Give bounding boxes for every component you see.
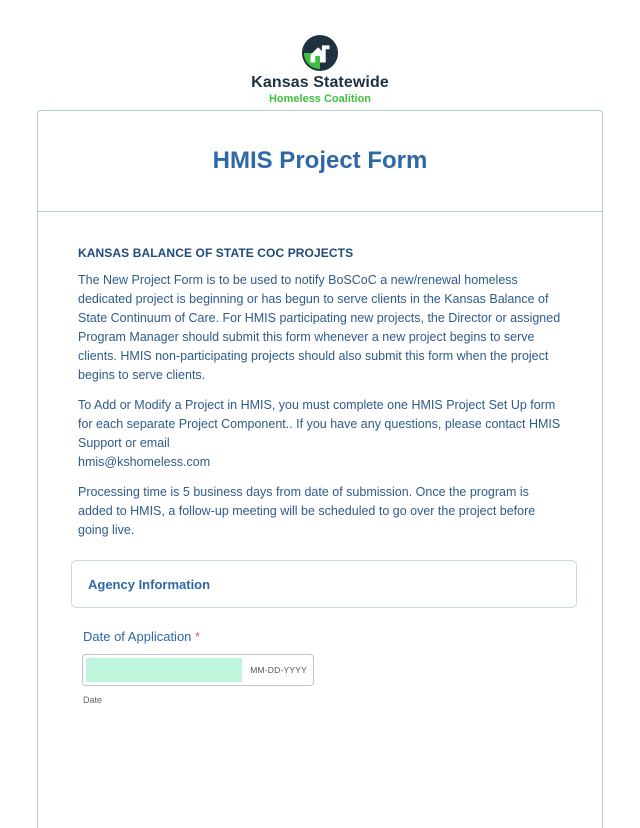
section-heading: KANSAS BALANCE OF STATE COC PROJECTS [78,246,354,260]
required-asterisk: * [195,629,201,644]
date-format-placeholder: MM-DD-YYYY [250,665,307,675]
date-of-application-input[interactable] [82,654,314,686]
contact-text: To Add or Modify a Project in HMIS, you must complete one HMIS Project Set Up form for each separate Project Component.. If you have any questions, please contact HMIS Support or email [78,398,561,450]
date-input-field[interactable] [86,658,242,682]
date-label-text: Date of Application [83,629,192,644]
logo-subtitle: Homeless Coalition [268,93,372,105]
description-paragraph-2 [78,396,562,472]
form-title: HMIS Project Form [212,147,428,174]
date-sublabel: Date [83,695,103,705]
logo [0,34,640,106]
description-paragraph-3: Processing time is 5 business days from date of submission. Once the program is added to HMIS, a follow-up meeting will be scheduled to go over the project before going live. [78,485,536,537]
form-description [38,245,602,540]
form-header [38,111,602,212]
agency-information-section: Agency Information [71,560,577,608]
logo-title: Kansas Statewide [251,74,389,91]
form-card [37,110,603,828]
description-paragraph-1: The New Project Form is to be used to notify BoSCoC a new/renewal homeless dedicated project is beginning or has begun to serve clients in the Kansas Balance of State Continuum of Care. For HMIS participating new projects, the Director or assigned Program Manager should submit this form whenever a new project begins to serve clients. HMIS non-participating projects should also submit this form when the project begins to serve clients. [78,273,561,382]
coalition-logo-icon [301,34,339,72]
contact-email[interactable]: hmis@kshomeless.com [78,455,211,469]
date-of-application-label [83,629,200,644]
